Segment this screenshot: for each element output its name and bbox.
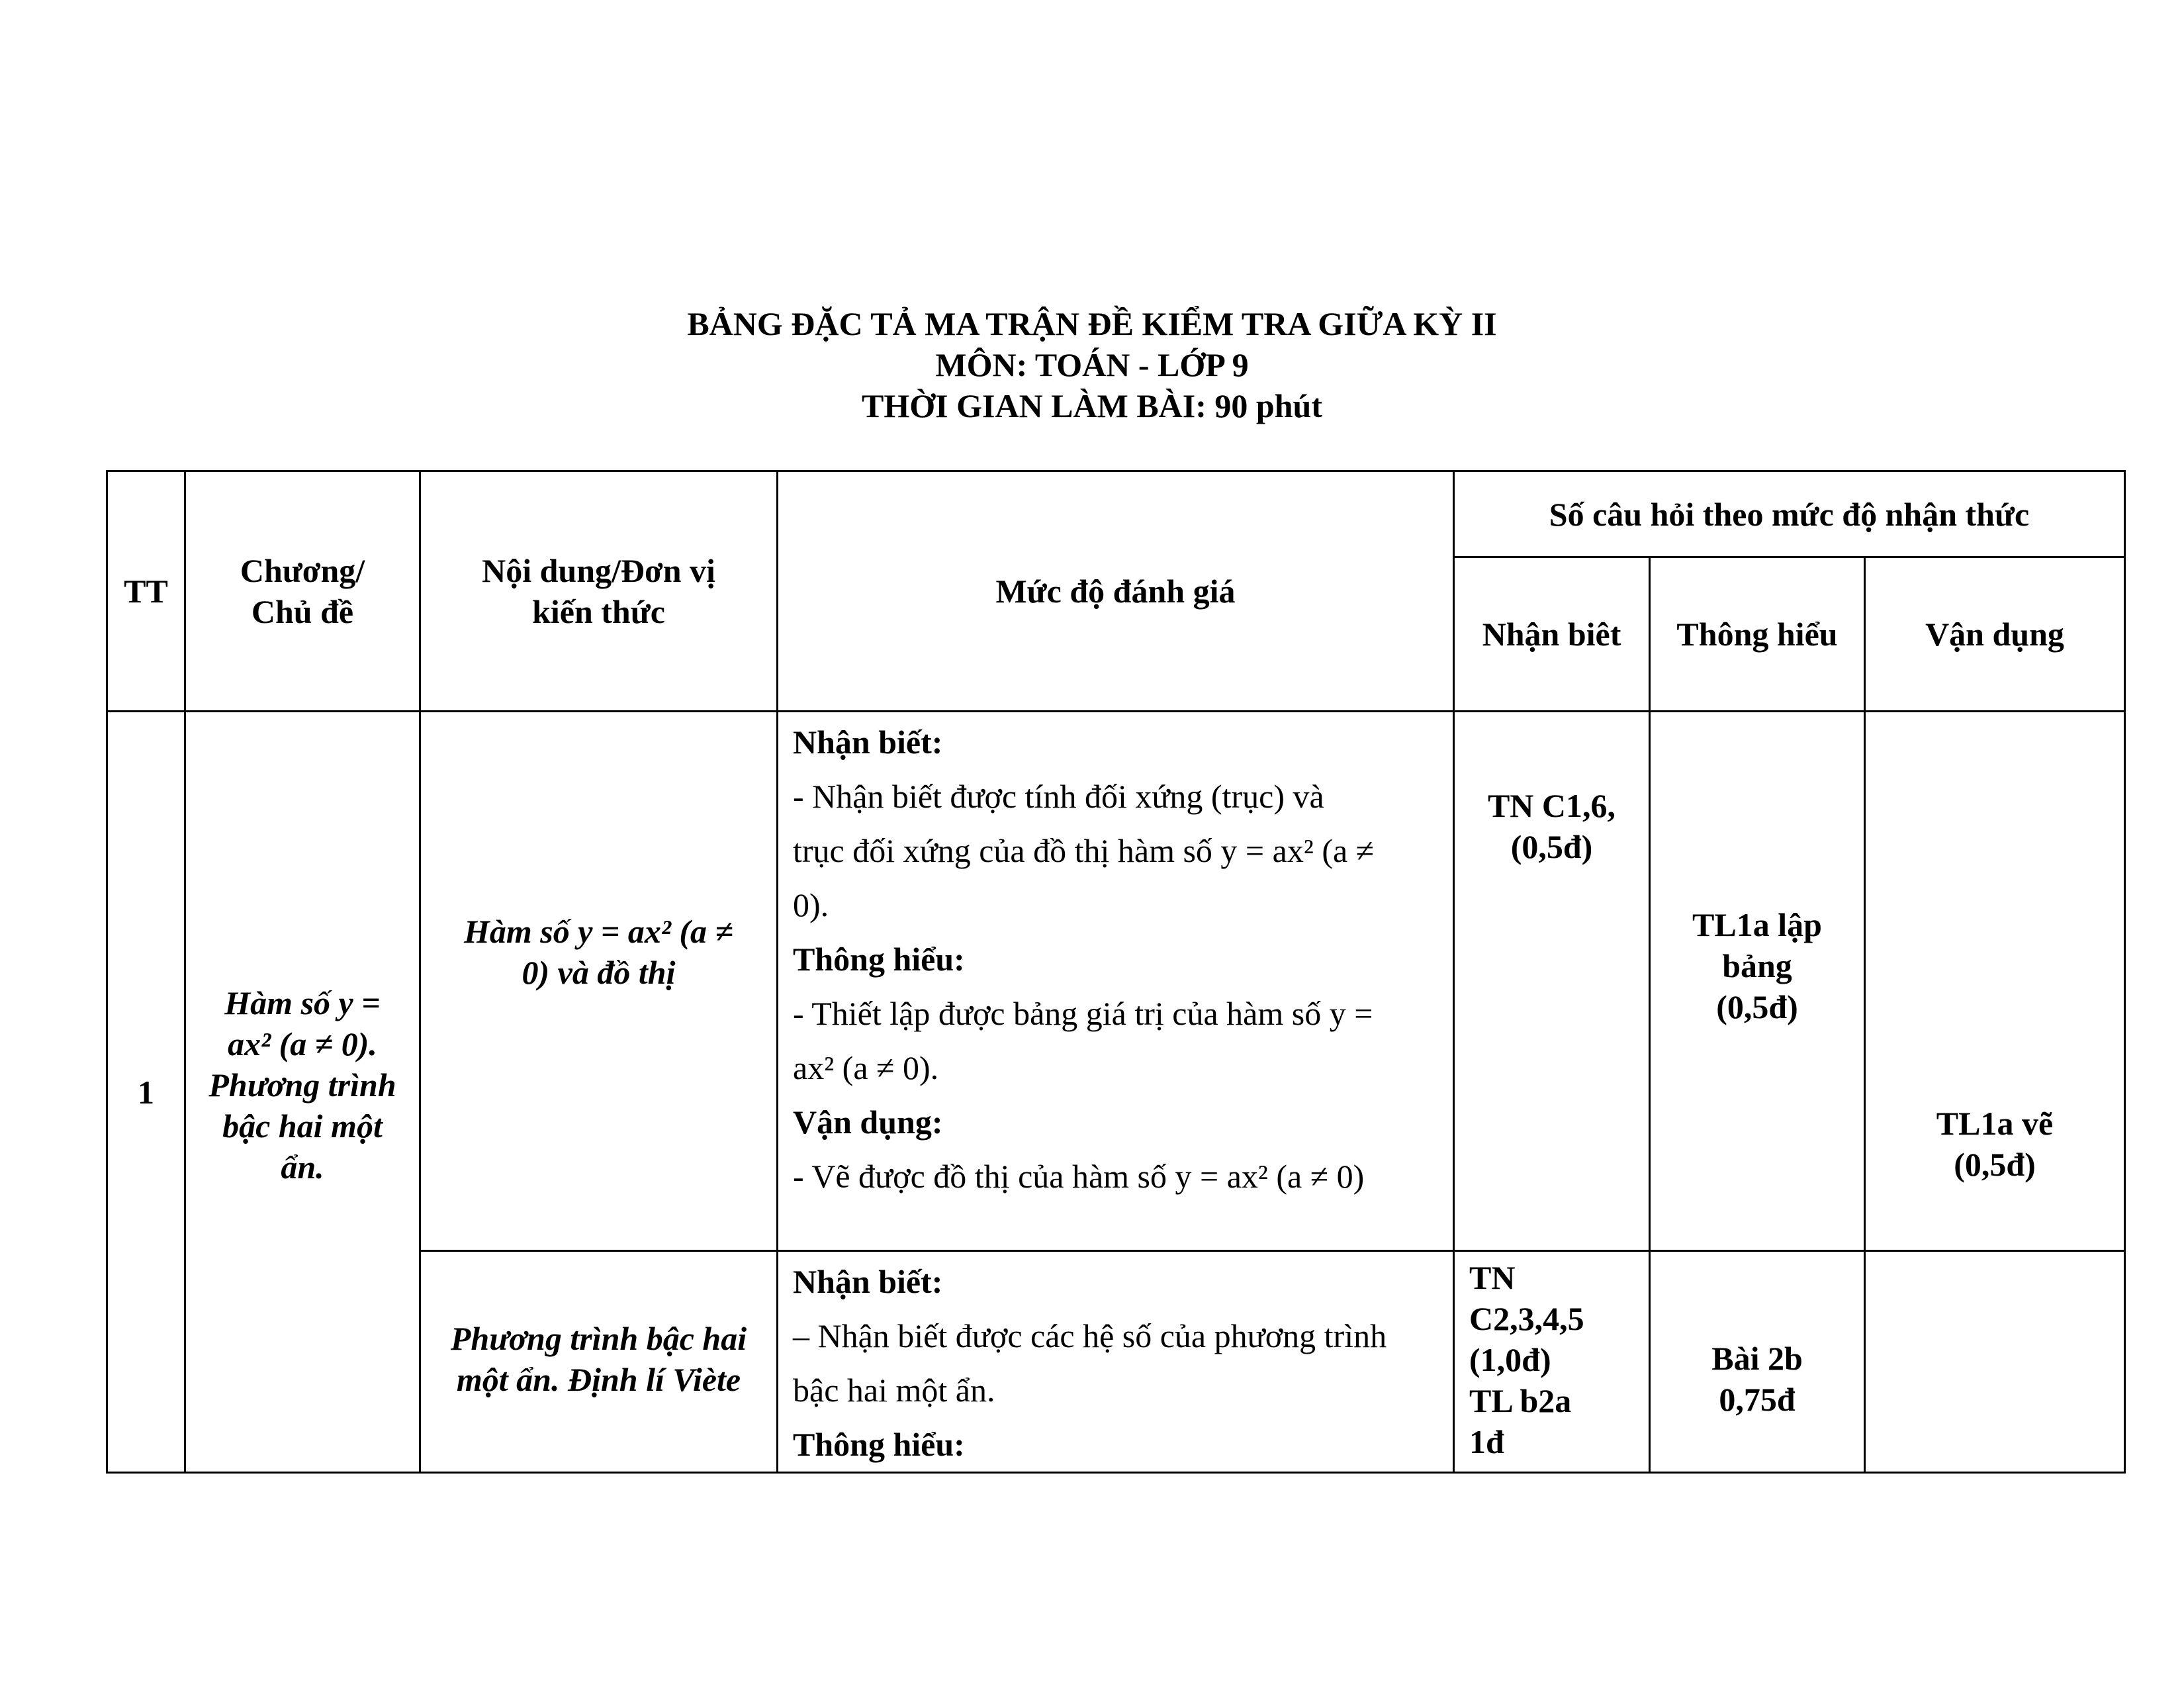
document-title: [0, 303, 2184, 426]
title-line-1: BẢNG ĐẶC TẢ MA TRẬN ĐỀ KIỂM TRA GIỮA KỲ II: [687, 305, 1497, 342]
understanding-line-3: (0,5đ): [1716, 988, 1798, 1025]
application-line-1: TL1a vẽ: [1936, 1105, 2054, 1142]
eval-item: trục đối xứng của đồ thị hàm số y = ax² (a ≠: [793, 832, 1375, 869]
chapter-line-1: Hàm số y =: [224, 984, 381, 1021]
header-evaluation: Mức độ đánh giá: [778, 471, 1454, 712]
title-line-3: THỜI GIAN LÀM BÀI: 90 phút: [862, 387, 1322, 424]
recognition-line-5: 1đ: [1469, 1423, 1504, 1460]
row-chapter-cell: [185, 712, 420, 1473]
chapter-line-4: bậc hai một: [222, 1107, 383, 1145]
content-line-1: Hàm số y = ax² (a ≠: [463, 913, 733, 950]
row-application-cell: [1865, 1251, 2125, 1473]
content-line-2: một ẩn. Định lí Viète: [456, 1361, 741, 1398]
title-line-2: MÔN: TOÁN - LỚP 9: [935, 346, 1249, 383]
row-tt-cell: [107, 712, 185, 1473]
recognition-line-3: (1,0đ): [1469, 1341, 1551, 1378]
eval-item: - Nhận biết được tính đối xứng (trục) và: [793, 778, 1324, 815]
row-understanding-cell: [1650, 712, 1865, 1251]
row-recognition-cell: [1454, 1251, 1650, 1473]
row-tt: 1: [138, 1074, 154, 1111]
chapter-line-5: ẩn.: [281, 1149, 324, 1186]
row-content-cell: [420, 712, 778, 1251]
table-row: [107, 712, 2125, 1251]
header-question-count: Số câu hỏi theo mức độ nhận thức: [1454, 471, 2125, 557]
header-chapter-line-2: Chủ đề: [251, 593, 354, 630]
eval-item: ax² (a ≠ 0).: [793, 1049, 939, 1086]
header-content-line-2: kiến thức: [532, 593, 665, 630]
eval-item: - Thiết lập được bảng giá trị của hàm số y =: [793, 995, 1373, 1032]
chapter-line-2: ax² (a ≠ 0).: [228, 1025, 377, 1062]
eval-item: - Vẽ được đồ thị của hàm số y = ax² (a ≠ 0): [793, 1158, 1365, 1195]
recognition-line-1: TN: [1469, 1259, 1516, 1296]
eval-level-recognition: Nhận biết:: [793, 724, 943, 761]
recognition-line-2: (0,5đ): [1510, 828, 1593, 865]
row-application-cell: [1865, 712, 2125, 1251]
header-tt: TT: [107, 471, 185, 712]
header-content-line-1: Nội dung/Đơn vị: [482, 552, 715, 589]
row-evaluation-cell: [778, 1251, 1454, 1473]
header-recognition: Nhận biêt: [1454, 557, 1650, 712]
row-evaluation-cell: [778, 712, 1454, 1251]
eval-level-understanding: Thông hiểu:: [793, 941, 965, 978]
eval-item: bậc hai một ẩn.: [793, 1372, 995, 1409]
specification-matrix-table: [106, 470, 2126, 1474]
eval-level-understanding: Thông hiểu:: [793, 1426, 965, 1463]
eval-item: 0).: [793, 886, 829, 923]
eval-level-application: Vận dụng:: [793, 1103, 943, 1141]
recognition-line-1: TN C1,6,: [1487, 787, 1616, 824]
content-line-1: Phương trình bậc hai: [450, 1320, 747, 1357]
header-chapter: [185, 471, 420, 712]
header-row-top: [107, 471, 2125, 557]
row-recognition-cell: [1454, 712, 1650, 1251]
eval-level-recognition: Nhận biết:: [793, 1263, 943, 1300]
application-line-2: (0,5đ): [1954, 1146, 2036, 1183]
understanding-line-1: TL1a lập: [1692, 906, 1822, 943]
header-content: [420, 471, 778, 712]
eval-item: – Nhận biết được các hệ số của phương trình: [793, 1317, 1387, 1354]
header-chapter-line-1: Chương/: [240, 552, 365, 589]
recognition-line-2: C2,3,4,5: [1469, 1300, 1584, 1337]
understanding-line-2: 0,75đ: [1719, 1381, 1796, 1418]
chapter-line-3: Phương trình: [208, 1066, 396, 1103]
header-understanding: Thông hiểu: [1650, 557, 1865, 712]
understanding-line-2: bảng: [1722, 947, 1792, 984]
recognition-line-4: TL b2a: [1469, 1382, 1572, 1419]
content-line-2: 0) và đồ thị: [522, 954, 676, 991]
understanding-line-1: Bài 2b: [1711, 1340, 1803, 1377]
header-application: Vận dụng: [1865, 557, 2125, 712]
row-understanding-cell: [1650, 1251, 1865, 1473]
row-content-cell: [420, 1251, 778, 1473]
